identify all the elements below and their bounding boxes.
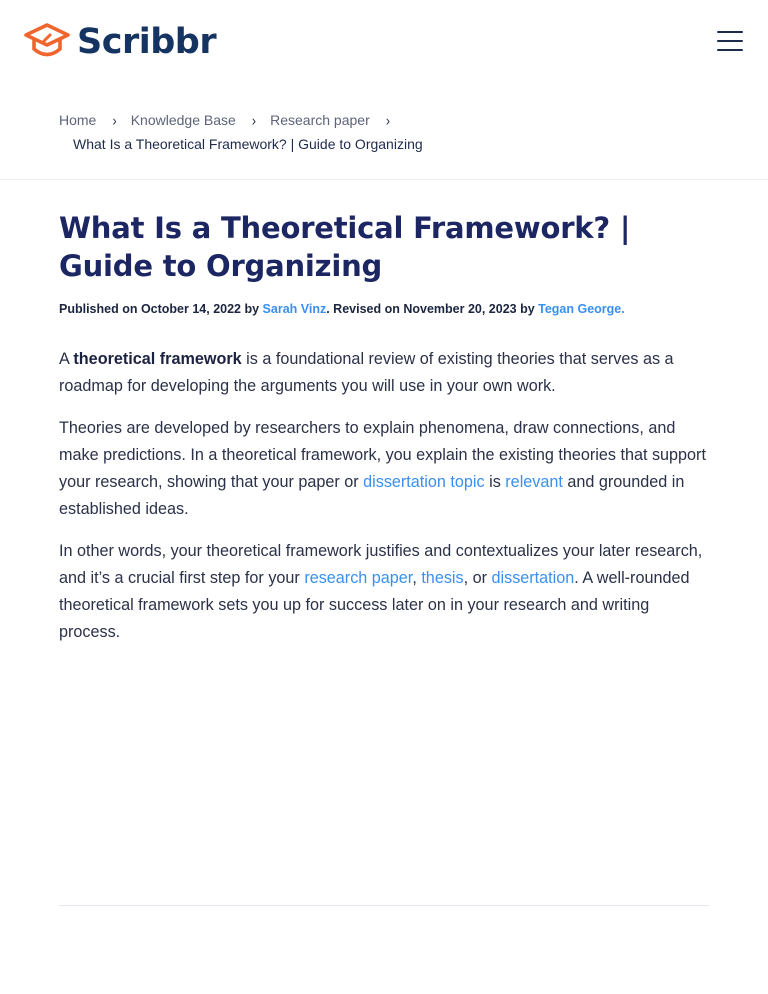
scribbr-logo[interactable] <box>23 22 216 62</box>
text-span: . A well-rounded theoretical framework sets you up for success later on in your research and writing process. <box>59 569 690 641</box>
breadcrumb-knowledge-base[interactable]: Knowledge Base <box>130 112 236 128</box>
graduation-cap-icon <box>23 22 71 62</box>
link-relevant[interactable]: relevant <box>505 473 563 491</box>
revised-text: . Revised on November 20, 2023 by <box>326 302 539 316</box>
text-span: is a foundational review of existing theories that serves as a roadmap for developing the arguments you will use in your own work. <box>59 350 674 395</box>
text-span: is <box>484 473 506 491</box>
author-link[interactable]: Sarah Vinz <box>262 302 327 316</box>
breadcrumb <box>59 110 719 154</box>
page-title: What Is a Theoretical Framework? | Guide to Organizing <box>59 211 631 283</box>
paragraph-other-words <box>59 538 711 646</box>
text-span: and grounded in established ideas. <box>59 473 685 518</box>
term-highlight: theoretical framework <box>73 350 242 368</box>
article-meta <box>59 301 739 317</box>
reviser-link[interactable]: Tegan George. <box>538 302 625 316</box>
content-divider <box>59 905 709 906</box>
text-span: Theories are developed by researchers to explain phenomena, draw connections, and make predictions. In a theoretical framework, you explain the existing theories that support your research, showing that your paper or <box>59 419 706 491</box>
text-span: , <box>412 569 422 587</box>
published-text: Published on October 14, 2022 by <box>59 302 263 316</box>
header-divider <box>0 179 768 180</box>
breadcrumb-research-paper[interactable]: Research paper <box>270 112 370 128</box>
hamburger-menu-icon[interactable] <box>717 31 745 51</box>
chevron-right-icon: › <box>112 111 117 129</box>
link-research-paper[interactable]: research paper <box>304 569 413 587</box>
link-dissertation-topic[interactable]: dissertation topic <box>363 473 485 491</box>
chevron-right-icon: › <box>385 111 391 129</box>
text-span: In other words, your theoretical framework justifies and contextualizes your later research, and it’s a crucial first step for your <box>59 542 703 587</box>
paragraph-intro <box>59 346 711 400</box>
chevron-right-icon: › <box>251 111 257 129</box>
text-span: A <box>59 350 74 368</box>
breadcrumb-current: What Is a Theoretical Framework? | Guide to Organizing <box>73 136 423 152</box>
paragraph-theories <box>59 415 711 523</box>
breadcrumb-home[interactable]: Home <box>59 112 97 128</box>
text-span: , or <box>463 569 492 587</box>
article-body <box>59 346 711 661</box>
link-thesis[interactable]: thesis <box>421 569 464 587</box>
link-dissertation[interactable]: dissertation <box>491 569 575 587</box>
logo-wordmark: Scribbr <box>77 22 217 62</box>
site-header <box>0 0 768 84</box>
